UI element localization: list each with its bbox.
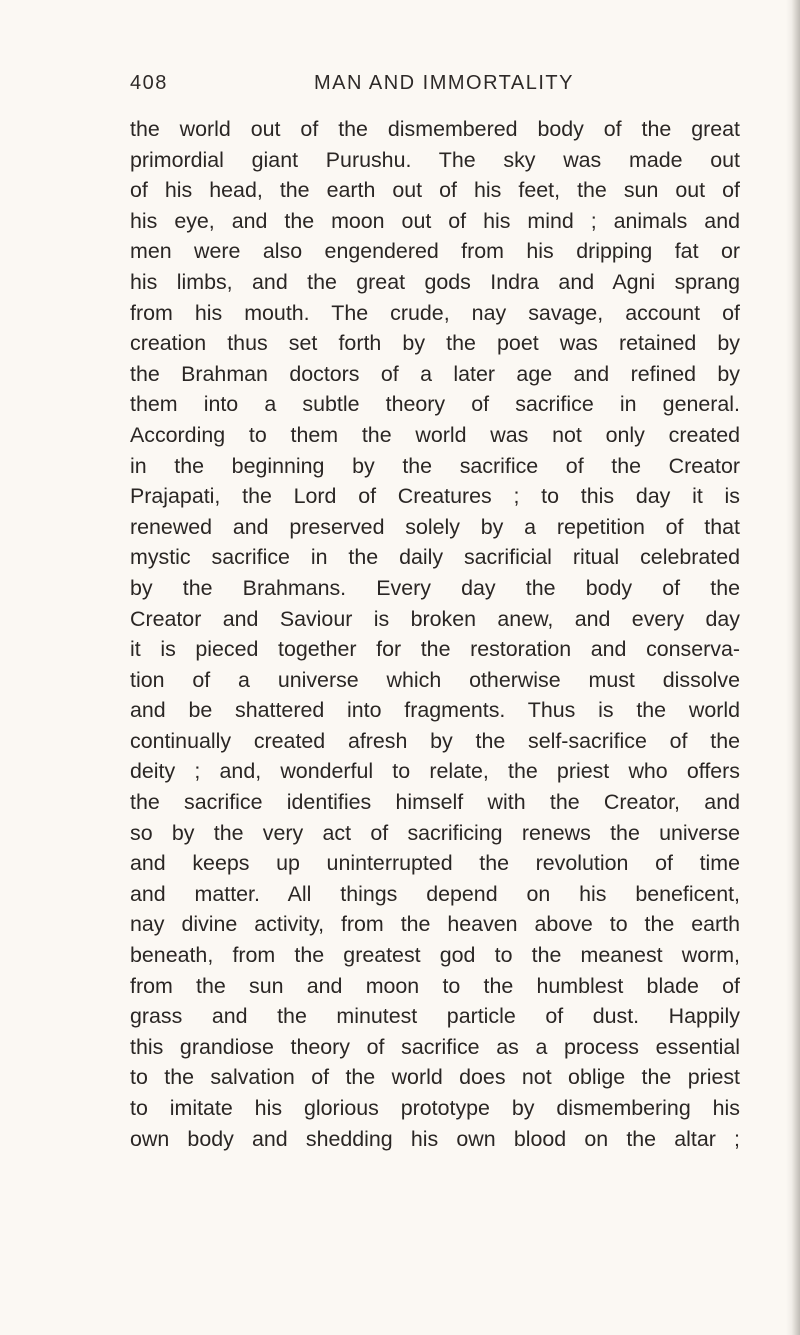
text-line: the sacrifice identifies himself with the Creator, and <box>130 790 740 815</box>
text-line: in the beginning by the sacrifice of the Creator <box>130 453 740 478</box>
text-line: the Brahman doctors of a later age and refined by <box>130 361 740 386</box>
text-line: According to them the world was not only created <box>130 422 740 447</box>
text-line: beneath, from the greatest god to the meanest worm, <box>130 943 740 968</box>
running-title: MAN AND IMMORTALITY <box>313 72 574 94</box>
text-line: Creator and Saviour is broken anew, and every day <box>130 606 740 631</box>
text-line: to the salvation of the world does not oblige the priest <box>130 1065 740 1090</box>
text-line: deity ; and, wonderful to relate, the priest who offers <box>130 759 740 784</box>
text-line: by the Brahmans. Every day the body of the <box>130 575 740 600</box>
text-line: primordial giant Purushu. The sky was made out <box>130 147 740 172</box>
text-line: Prajapati, the Lord of Creatures ; to this day it is <box>130 484 740 509</box>
page-edge-shadow <box>786 0 800 1335</box>
text-line: tion of a universe which otherwise must dissolve <box>130 667 740 692</box>
body-text <box>130 114 740 1154</box>
text-line: the world out of the dismembered body of the great <box>130 117 740 141</box>
text-line: to imitate his glorious prototype by dismembering his <box>130 1096 740 1120</box>
text-line: creation thus set forth by the poet was retained by <box>130 331 740 356</box>
text-line: this grandiose theory of sacrifice as a process essential <box>130 1034 740 1059</box>
text-line: own body and shedding his own blood on the altar ; <box>130 1126 740 1151</box>
page-number: 408 <box>130 72 168 94</box>
text-line: renewed and preserved solely by a repetition of that <box>130 514 740 539</box>
text-line: nay divine activity, from the heaven above to the earth <box>130 912 740 937</box>
text-line: and keeps up uninterrupted the revolution of time <box>130 851 740 876</box>
text-line: of his head, the earth out of his feet, the sun out of <box>130 178 740 203</box>
text-line: them into a subtle theory of sacrifice in general. <box>130 392 740 417</box>
text-line: and be shattered into fragments. Thus is the world <box>130 698 740 723</box>
running-head <box>130 72 740 100</box>
text-line: mystic sacrifice in the daily sacrificial ritual celebrated <box>130 545 740 570</box>
text-line: from his mouth. The crude, nay savage, account of <box>130 300 740 325</box>
text-line: continually created afresh by the self-sacrifice of the <box>130 728 740 753</box>
text-line: grass and the minutest particle of dust. Happily <box>130 1004 740 1029</box>
text-line: and matter. All things depend on his beneficent, <box>130 881 740 906</box>
text-line: from the sun and moon to the humblest blade of <box>130 973 740 998</box>
text-line: his eye, and the moon out of his mind ; animals and <box>130 208 740 233</box>
text-line: men were also engendered from his dripping fat or <box>130 239 740 264</box>
text-line: so by the very act of sacrificing renews the universe <box>130 820 740 845</box>
text-line: it is pieced together for the restoration and conserva- <box>130 637 740 662</box>
text-line: his limbs, and the great gods Indra and Agni sprang <box>130 269 740 294</box>
